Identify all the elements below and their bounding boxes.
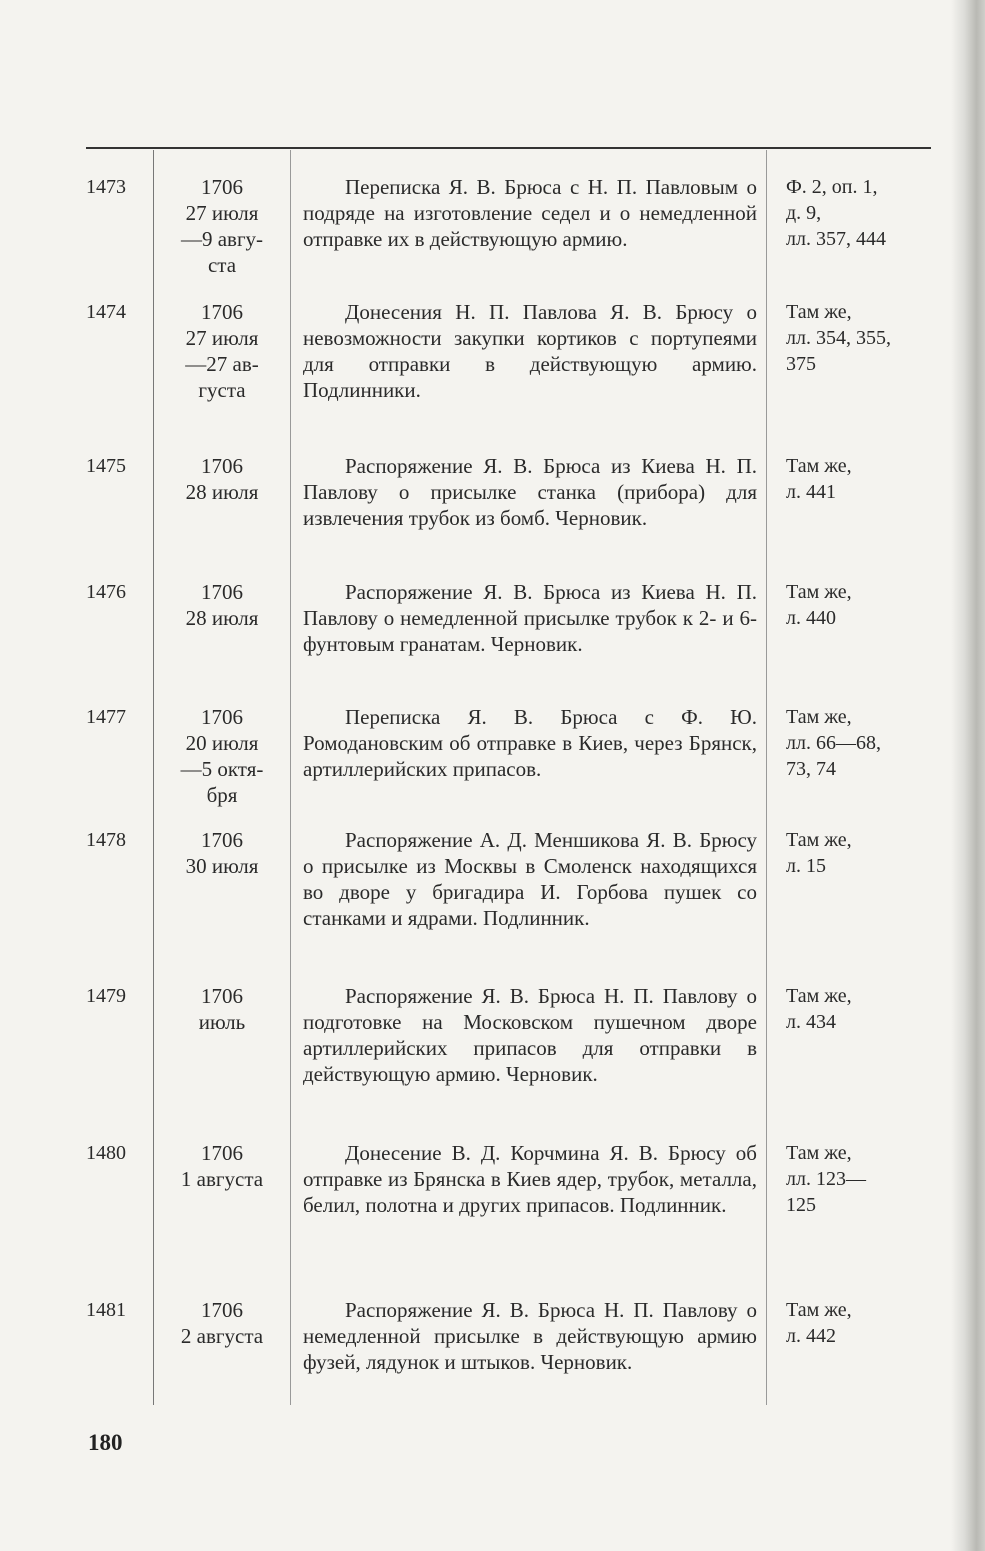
entry-date-line: 1706 (201, 580, 243, 604)
entry-archive-reference (786, 299, 936, 377)
entry-reference-line: Там же, (786, 1299, 852, 1321)
entry-reference-line: Там же, (786, 985, 852, 1007)
entry-reference-line: Там же, (786, 455, 852, 477)
entry-archive-reference (786, 983, 936, 1035)
entry-date-line: —5 октя- (180, 757, 264, 781)
entry-date-line: густа (198, 378, 246, 402)
entry-date (160, 827, 284, 879)
entry-reference-line: л. 442 (786, 1325, 836, 1347)
entry-reference-line: 125 (786, 1194, 816, 1216)
entry-description: Распоряжение Я. В. Брюса Н. П. Павлову о немедленной присылке в действующую армию фузей, лядунок и штыков. Черновик. (303, 1298, 757, 1374)
column-divider-number (153, 150, 154, 1405)
entry-date-line: бря (206, 783, 238, 807)
entry-date-line: 1706 (201, 175, 243, 199)
entry-date (160, 299, 284, 403)
entry-date (160, 579, 284, 631)
entry-reference-line: 73, 74 (786, 758, 836, 780)
entry-reference-line: лл. 354, 355, (786, 327, 891, 349)
entry-reference-line: Там же, (786, 581, 852, 603)
entry-archive-reference (786, 453, 936, 505)
entry-date-line: 28 июля (185, 480, 259, 504)
entry-date-line: 1 августа (180, 1167, 264, 1191)
entry-date-line: 1706 (201, 1298, 243, 1322)
entry-date (160, 983, 284, 1035)
entry-reference-line: лл. 123— (786, 1168, 866, 1190)
entry-description: Донесение В. Д. Корчмина Я. В. Брюсу об отправке из Брянска в Киев ядер, трубок, металла, белил, полотна и других припасов. Подлинник. (303, 1141, 757, 1217)
entry-date (160, 174, 284, 278)
entry-number: 1479 (86, 985, 126, 1007)
entry-number: 1481 (86, 1299, 126, 1321)
page-number: 180 (88, 1430, 123, 1455)
entry-description: Распоряжение Я. В. Брюса из Киева Н. П. Павлову о немедленной присылке трубок к 2- и 6-фунтовым гранатам. Черновик. (303, 580, 757, 656)
entry-date-line: 27 июля (185, 326, 259, 350)
entry-description: Распоряжение Я. В. Брюса из Киева Н. П. Павлову о присылке станка (прибора) для извлечения трубок из бомб. Черновик. (303, 454, 757, 530)
entry-reference-line: лл. 357, 444 (786, 228, 886, 250)
entry-number: 1473 (86, 176, 126, 198)
entry-date-line: 1706 (201, 984, 243, 1008)
entry-reference-line: л. 440 (786, 607, 836, 629)
entry-archive-reference (786, 704, 936, 782)
entry-reference-line: л. 434 (786, 1011, 836, 1033)
entry-date-line: 1706 (201, 454, 243, 478)
entry-date (160, 1297, 284, 1349)
entry-reference-line: л. 15 (786, 855, 826, 877)
entry-archive-reference (786, 827, 936, 879)
page-edge-shadow (951, 0, 985, 1551)
entry-reference-line: 375 (786, 353, 816, 375)
entry-date-line: —27 ав- (185, 352, 259, 376)
entry-archive-reference (786, 1297, 936, 1349)
entry-reference-line: Ф. 2, оп. 1, (786, 176, 878, 198)
entry-date-line: 1706 (201, 300, 243, 324)
entry-number: 1477 (86, 706, 126, 728)
column-divider-date (290, 150, 291, 1405)
entry-date (160, 1140, 284, 1192)
entry-description: Переписка Я. В. Брюса с Н. П. Павловым о подряде на изготовление седел и о немедленной отправке их в действующую армию. (303, 175, 757, 251)
entry-archive-reference (786, 174, 936, 252)
entry-date-line: июль (198, 1010, 246, 1034)
entry-date-line: 30 июля (185, 854, 259, 878)
entry-reference-line: Там же, (786, 829, 852, 851)
entry-date (160, 704, 284, 808)
entry-date-line: 28 июля (185, 606, 259, 630)
entry-reference-line: лл. 66—68, (786, 732, 881, 754)
entry-date (160, 453, 284, 505)
entry-date-line: 1706 (201, 705, 243, 729)
entry-date-line: 20 июля (185, 731, 259, 755)
entry-date-line: 27 июля (185, 201, 259, 225)
entry-number: 1478 (86, 829, 126, 851)
entry-archive-reference (786, 579, 936, 631)
entry-number: 1480 (86, 1142, 126, 1164)
entry-number: 1474 (86, 301, 126, 323)
entry-description: Распоряжение А. Д. Меншикова Я. В. Брюсу о присылке из Москвы в Смоленск находящихся во дворе у бригадира И. Горбова пушек со станками и ядрами. Подлинник. (303, 828, 757, 930)
entry-description: Переписка Я. В. Брюса с Ф. Ю. Ромодановским об отправке в Киев, через Брянск, артиллерийских припасов. (303, 705, 757, 781)
entry-number: 1475 (86, 455, 126, 477)
entry-date-line: 2 августа (180, 1324, 264, 1348)
entry-reference-line: Там же, (786, 706, 852, 728)
table-top-rule (86, 147, 931, 149)
entry-number: 1476 (86, 581, 126, 603)
column-divider-description (766, 150, 767, 1405)
entry-reference-line: л. 441 (786, 481, 836, 503)
entry-description: Распоряжение Я. В. Брюса Н. П. Павлову о подготовке на Московском пушечном дворе артиллерийских припасов для отправки в действующую армию. Черновик. (303, 984, 757, 1086)
entry-reference-line: Там же, (786, 1142, 852, 1164)
entry-date-line: ста (207, 253, 237, 277)
entry-reference-line: д. 9, (786, 202, 822, 224)
entry-description: Донесения Н. П. Павлова Я. В. Брюсу о невозможности закупки кортиков с портупеями для отправки в действующую армию. Подлинники. (303, 300, 757, 402)
entry-date-line: 1706 (201, 1141, 243, 1165)
entry-date-line: —9 авгу- (180, 227, 264, 251)
entry-date-line: 1706 (201, 828, 243, 852)
entry-reference-line: Там же, (786, 301, 852, 323)
entry-archive-reference (786, 1140, 936, 1218)
